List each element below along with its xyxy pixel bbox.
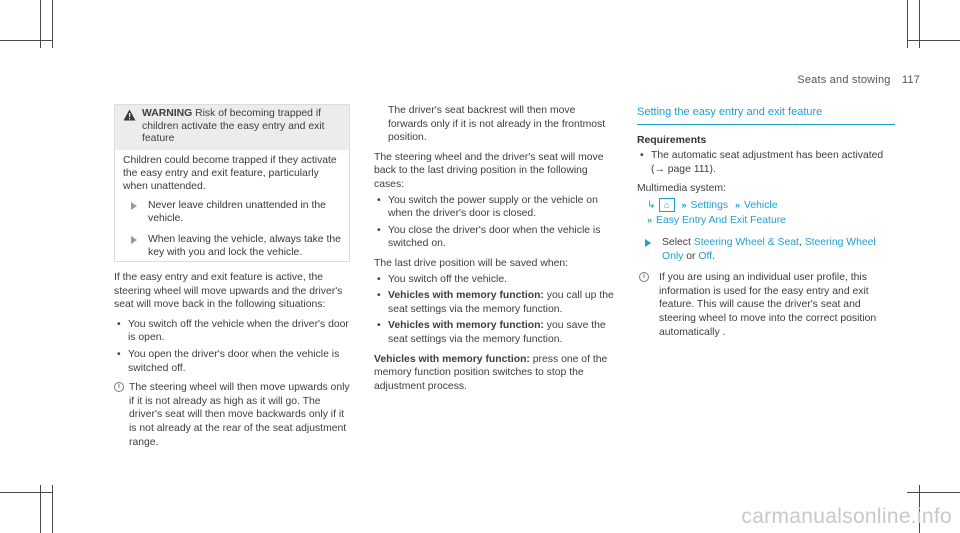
separator: ,: [798, 236, 802, 248]
bold-label: Vehicles with memory function:: [374, 353, 530, 365]
menu-settings[interactable]: Settings: [690, 199, 729, 211]
crop-mark: [52, 0, 53, 48]
chevron-right-icon: »: [681, 199, 687, 210]
section-heading: Setting the easy entry and exit feature: [637, 106, 895, 125]
list-item-text: you call up the seat settings via the memory function.: [388, 290, 614, 315]
paragraph: The last drive position will be saved when:: [374, 257, 569, 269]
warning-step: [123, 199, 341, 225]
crop-mark: [907, 492, 960, 493]
warning-header: [115, 105, 349, 150]
crop-mark: [52, 485, 53, 533]
list-item: • The automatic seat adjustment has been activated (→ page 111).: [637, 149, 897, 176]
list-item: [374, 289, 616, 316]
menu-vehicle[interactable]: Vehicle: [743, 199, 778, 211]
list-item-text: you save the seat settings via the memory function.: [388, 320, 606, 345]
instruction-step: [637, 236, 897, 263]
crop-mark: [0, 40, 52, 41]
menu-easy-entry[interactable]: Easy Entry And Exit Feature: [656, 214, 786, 226]
page-number: 117: [901, 74, 920, 86]
warning-text: Children could become trapped if they activate the easy entry and exit feature, particularly when unattended.: [123, 154, 337, 192]
option-steering-wheel-only[interactable]: Steering Wheel Only: [662, 236, 876, 262]
requirements-heading: Requirements: [637, 134, 707, 146]
option-off[interactable]: Off: [698, 250, 713, 262]
list-item: [374, 319, 616, 346]
period: .: [712, 250, 715, 262]
warning-step: [123, 233, 341, 259]
bullet-list: [114, 318, 350, 375]
return-arrow-icon: ↳: [647, 199, 656, 211]
or-text: or: [686, 250, 696, 262]
crop-mark: [0, 492, 52, 493]
home-icon: ⌂: [659, 198, 675, 212]
column-2: [374, 104, 616, 399]
note-text: If you are using an individual user profile, this information is used for the easy entry and exit feature. This will cause the driver's seat and steering wheel to move into the correct position automatically .: [659, 272, 877, 338]
paragraph-text: press one of the memory function position switches to stop the adjustment process.: [374, 353, 608, 392]
bullet-list: [374, 273, 616, 347]
paragraph: The steering wheel and the driver's seat will move back to the last driving position in the following cases:: [374, 151, 604, 190]
warning-triangle-icon: [123, 109, 136, 121]
warning-headline: Risk of becoming trapped if children activate the easy entry and exit feature: [142, 108, 325, 145]
warning-label: WARNING: [142, 108, 193, 119]
step-arrow-icon: [131, 202, 137, 210]
watermark: carmanualsonline.info: [741, 505, 952, 528]
warning-box: [114, 104, 350, 262]
bullet-list: [374, 194, 616, 251]
list-item: • You switch off the vehicle.: [374, 273, 616, 287]
crop-mark: [907, 40, 960, 41]
warning-step-text: When leaving the vehicle, always take the key with you and lock the vehicle.: [148, 233, 341, 258]
list-item: • You switch off the vehicle when the driver's door is open.: [114, 318, 350, 345]
list-item: • You open the driver's door when the vehicle is switched off.: [114, 348, 350, 375]
step-arrow-icon: [645, 239, 651, 247]
info-icon: i: [639, 272, 649, 282]
warning-body: [115, 150, 349, 259]
list-item: • You close the driver's door when the vehicle is switched on.: [374, 224, 616, 251]
bold-label: Vehicles with memory function:: [388, 290, 544, 302]
menu-path: [637, 198, 897, 228]
option-steering-wheel-seat[interactable]: Steering Wheel & Seat: [693, 236, 799, 248]
step-arrow-icon: [131, 236, 137, 244]
paragraph: Multimedia system:: [637, 183, 726, 195]
warning-step-text: Never leave children unattended in the vehicle.: [148, 199, 326, 224]
bullet-list: [637, 149, 897, 176]
paragraph: [374, 353, 616, 394]
note: [114, 381, 350, 449]
page-header: [797, 74, 920, 86]
chevron-right-icon: »: [647, 214, 653, 225]
note: [637, 271, 897, 339]
list-item: • You switch the power supply or the vehicle on when the driver's door is closed.: [374, 194, 616, 221]
paragraph: The driver's seat backrest will then move forwards only if it is not already in the frontmost position.: [388, 105, 606, 144]
section-title: Seats and stowing: [797, 74, 891, 86]
note-text: The steering wheel will then move upwards only if it is not already as high as it will go. The driver's seat will then move backwards only if it is not already at the rear of the seat adjustment range.: [129, 382, 350, 448]
column-3: [637, 106, 897, 339]
info-icon: i: [114, 382, 124, 392]
step-text: Select: [662, 236, 691, 248]
bold-label: Vehicles with memory function:: [388, 320, 544, 332]
chevron-right-icon: »: [734, 199, 740, 210]
column-1: [114, 271, 350, 449]
paragraph: If the easy entry and exit feature is active, the steering wheel will move upwards and the driver's seat will move back in the following situations:: [114, 272, 343, 311]
